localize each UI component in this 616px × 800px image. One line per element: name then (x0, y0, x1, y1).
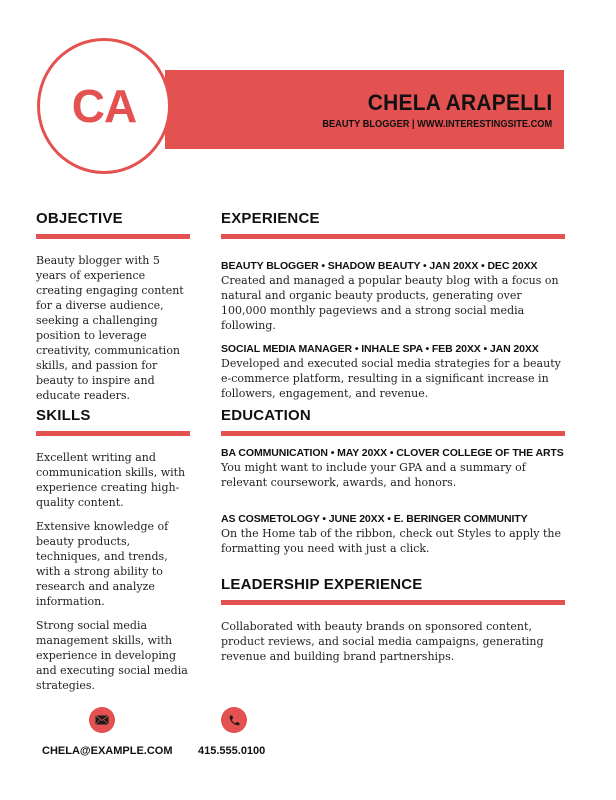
candidate-subtitle: BEAUTY BLOGGER | WWW.INTERESTINGSITE.COM (322, 118, 552, 130)
leadership-section (221, 576, 565, 664)
entry-heading: AS COSMETOLOGY • JUNE 20XX • E. BERINGER COMMUNITY (221, 513, 528, 525)
objective-text: Beauty blogger with 5 years of experience creating engaging content for a diverse audience, seeking a challenging position to leverage creativity, communication skills, and passion for beauty to inspire and educate readers. (36, 254, 184, 402)
education-entry (221, 446, 565, 490)
monogram-initials: CA (71, 80, 137, 132)
experience-entry (221, 259, 565, 333)
education-entry (221, 512, 565, 556)
header-banner (165, 70, 564, 149)
section-divider (221, 600, 565, 605)
objective-title: OBJECTIVE (36, 210, 123, 227)
experience-title: EXPERIENCE (221, 210, 320, 227)
entry-description: You might want to include your GPA and a summary of relevant coursework, awards, and honors. (221, 461, 526, 489)
entry-heading: BEAUTY BLOGGER • SHADOW BEAUTY • JAN 20XX • DEC 20XX (221, 260, 538, 272)
education-title: EDUCATION (221, 407, 311, 424)
skill-item: Excellent writing and communication skills, with experience creating high-quality content. (36, 451, 186, 509)
skill-item: Extensive knowledge of beauty products, techniques, and trends, with a strong ability to research and analyze information. (36, 520, 169, 608)
section-divider (221, 234, 565, 239)
leadership-text: Collaborated with beauty brands on sponsored content, product reviews, and social media campaigns, generating revenue and building brand partnerships. (221, 620, 544, 663)
entry-heading: BA COMMUNICATION • MAY 20XX • CLOVER COLLEGE OF THE ARTS (221, 447, 564, 459)
experience-section (221, 210, 565, 410)
section-divider (36, 234, 190, 239)
entry-description: Created and managed a popular beauty blog with a focus on natural and organic beauty products, generating over 100,000 monthly pageviews and a strong social media following. (221, 274, 559, 332)
section-divider (36, 431, 190, 436)
skill-item: Strong social media management skills, with experience in developing and executing social media strategies. (36, 619, 188, 692)
email-link[interactable]: CHELA@EXAMPLE.COM (42, 745, 173, 757)
experience-entry (221, 342, 565, 401)
entry-description: Developed and executed social media strategies for a beauty e-commerce platform, resulting in a significant increase in followers, engagement, and revenue. (221, 357, 561, 400)
phone-icon (221, 707, 247, 733)
monogram-badge (37, 38, 171, 174)
objective-section (36, 210, 190, 403)
entry-description: On the Home tab of the ribbon, check out Styles to apply the formatting you need with just a click. (221, 527, 562, 555)
phone-number[interactable]: 415.555.0100 (198, 745, 266, 757)
education-section (221, 407, 565, 556)
candidate-name: CHELA ARAPELLI (367, 90, 552, 115)
skills-section (36, 407, 190, 702)
envelope-icon (89, 707, 115, 733)
section-divider (221, 431, 565, 436)
skills-title: SKILLS (36, 407, 91, 424)
leadership-title: LEADERSHIP EXPERIENCE (221, 576, 423, 593)
entry-heading: SOCIAL MEDIA MANAGER • INHALE SPA • FEB 20XX • JAN 20XX (221, 343, 539, 355)
